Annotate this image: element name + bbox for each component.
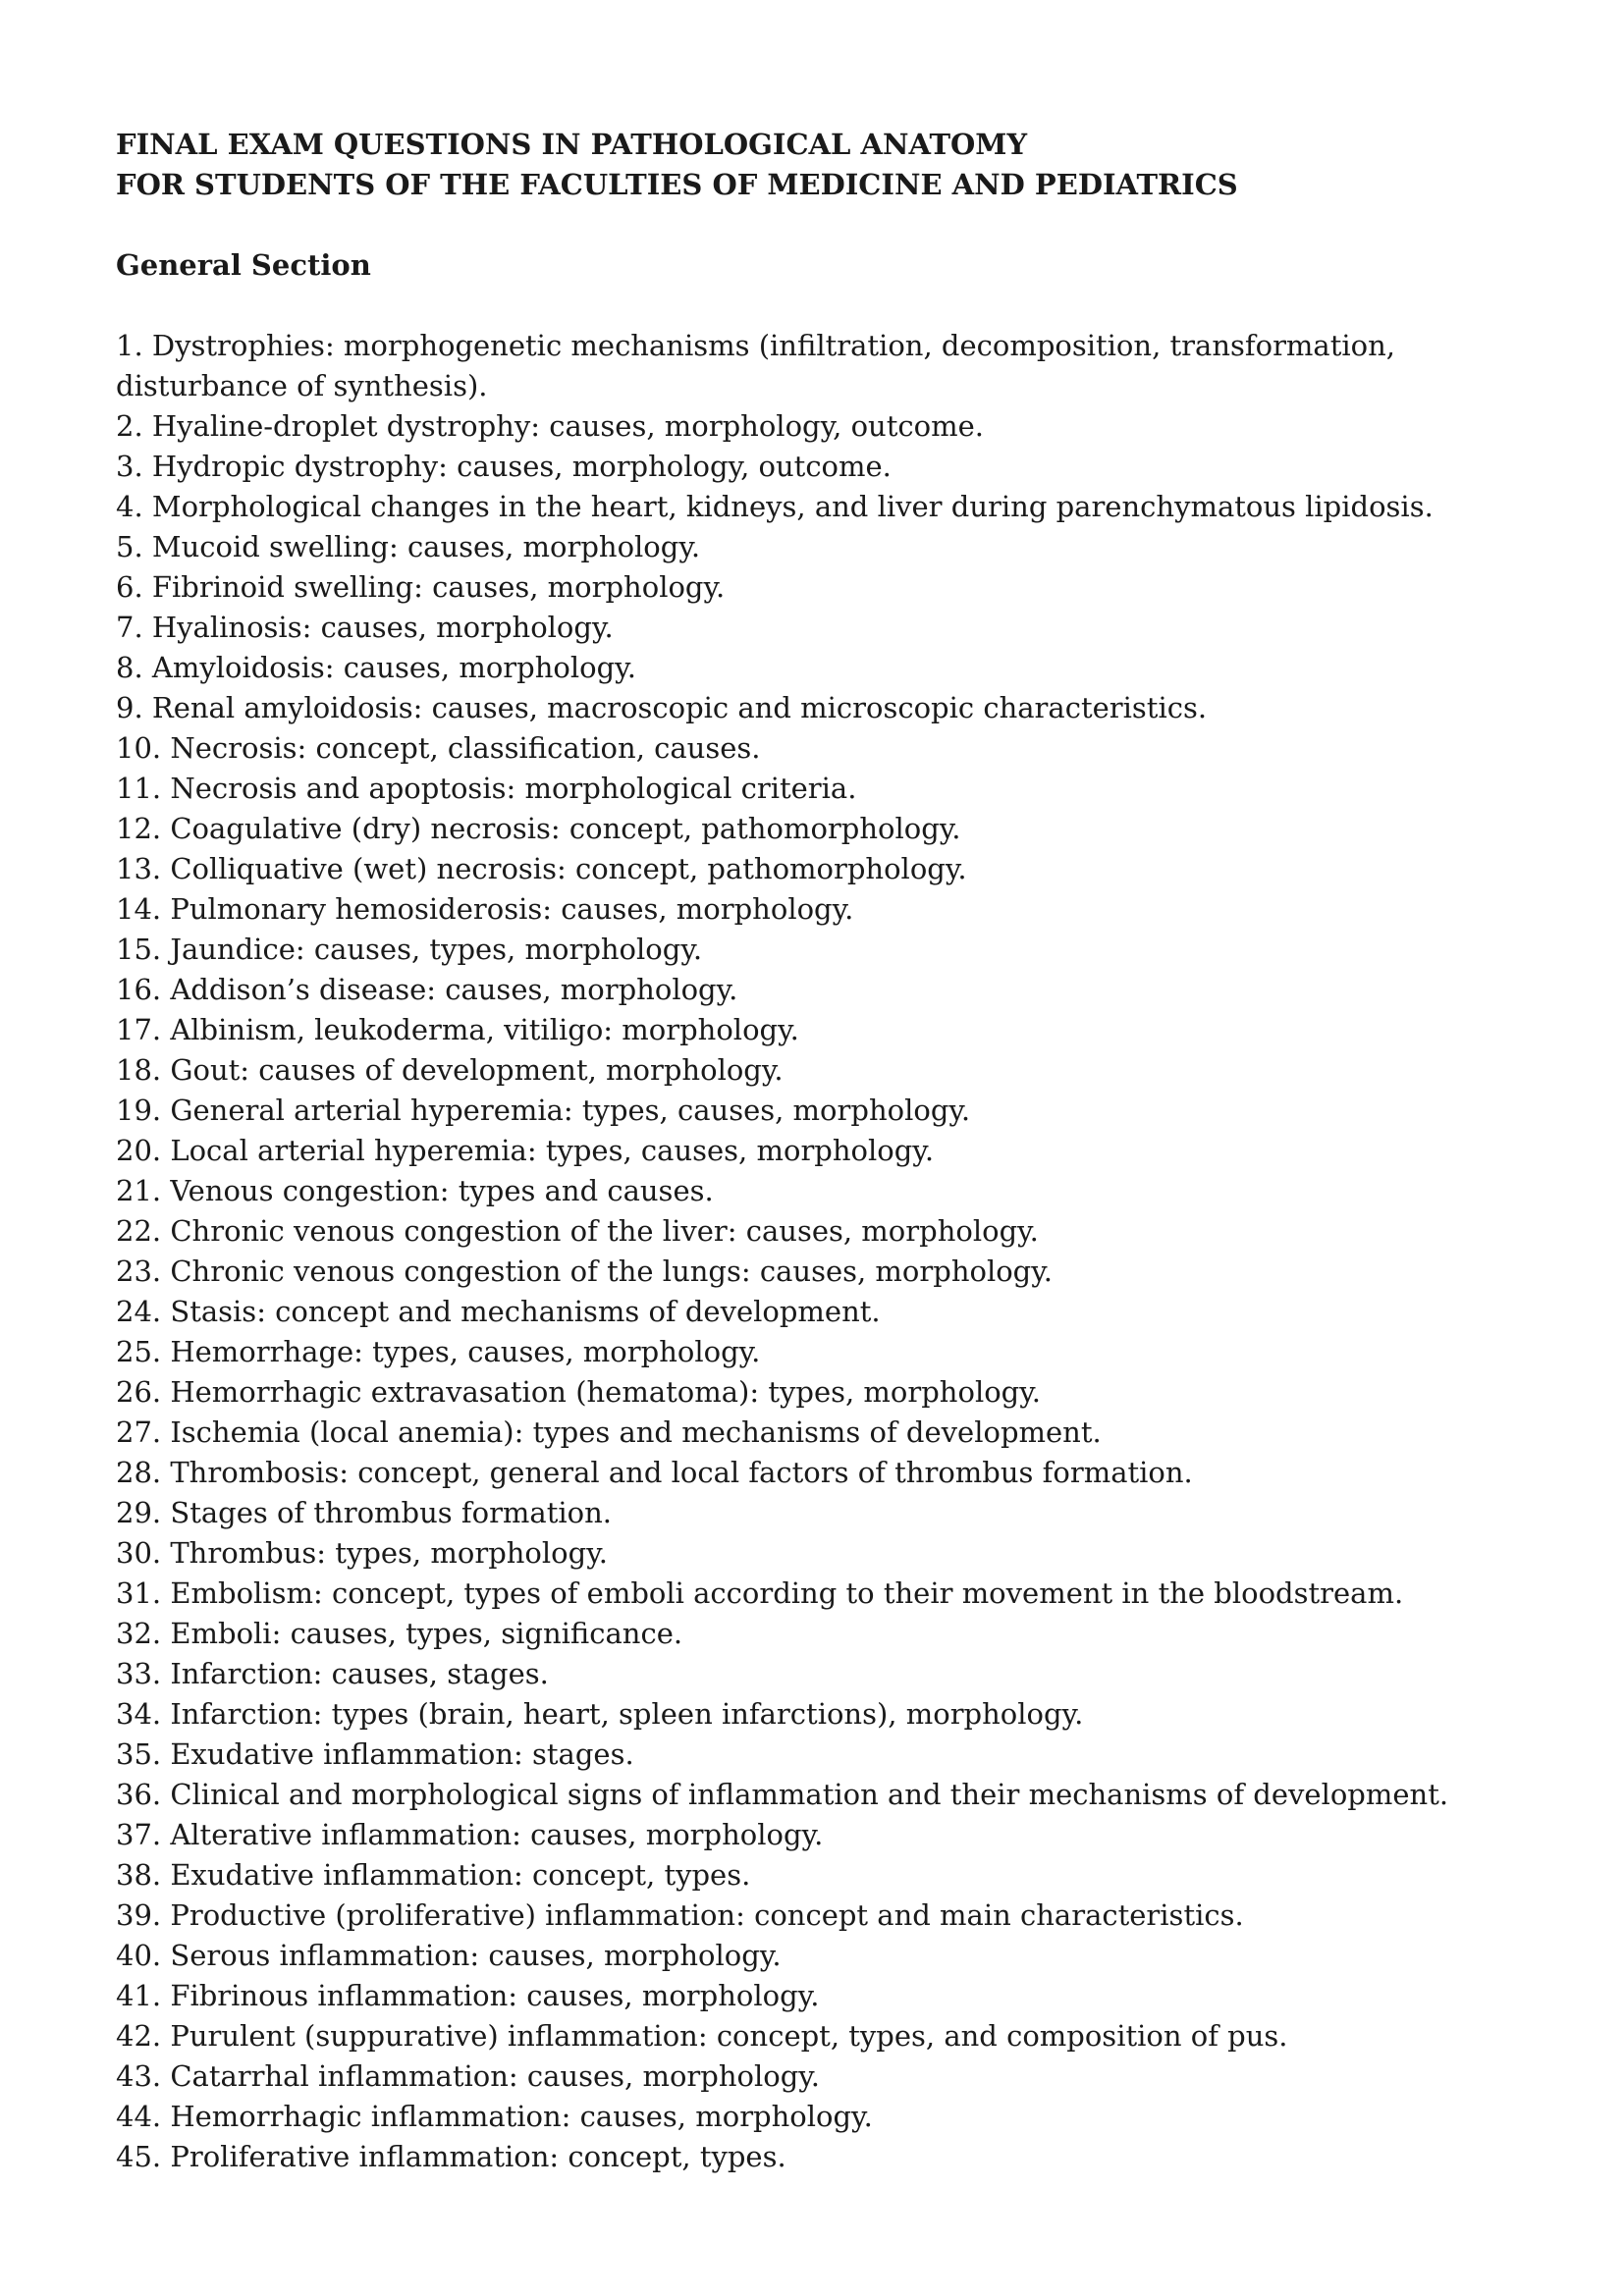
question-item: 39. Productive (proliferative) inflammation: concept and main characteristics. (116, 1898, 1244, 1932)
question-item: 43. Catarrhal inflammation: causes, morphology. (116, 2059, 821, 2093)
question-item: 24. Stasis: concept and mechanisms of development. (116, 1295, 881, 1328)
question-item: 18. Gout: causes of development, morphology. (116, 1053, 784, 1087)
question-item: 29. Stages of thrombus formation. (116, 1496, 613, 1529)
question-item: 15. Jaundice: causes, types, morphology. (116, 933, 703, 966)
question-item: 34. Infarction: types (brain, heart, spleen infarctions), morphology. (116, 1697, 1084, 1731)
question-item: 12. Coagulative (dry) necrosis: concept, pathomorphology. (116, 812, 961, 845)
section-heading: General Section (116, 248, 371, 282)
question-item: 30. Thrombus: types, morphology. (116, 1536, 608, 1570)
question-item: 37. Alterative inflammation: causes, morphology. (116, 1818, 824, 1851)
question-item: 1. Dystrophies: morphogenetic mechanisms (infiltration, decomposition, transformation, disturbance of synthesis). (116, 329, 1396, 402)
question-item: 5. Mucoid swelling: causes, morphology. (116, 530, 701, 563)
question-item: 35. Exudative inflammation: stages. (116, 1737, 634, 1771)
question-item: 16. Addison’s disease: causes, morphology. (116, 973, 738, 1006)
question-list (116, 326, 1530, 2177)
question-item: 22. Chronic venous congestion of the liver: causes, morphology. (116, 1214, 1039, 1248)
question-item: 7. Hyalinosis: causes, morphology. (116, 611, 614, 644)
question-item: 41. Fibrinous inflammation: causes, morphology. (116, 1979, 820, 2012)
question-item: 33. Infarction: causes, stages. (116, 1657, 549, 1690)
question-item: 13. Colliquative (wet) necrosis: concept, pathomorphology. (116, 852, 967, 885)
document-title-line-1: FINAL EXAM QUESTIONS IN PATHOLOGICAL ANATOMY (116, 128, 1028, 161)
question-item: 31. Embolism: concept, types of emboli according to their movement in the bloodstream. (116, 1576, 1404, 1610)
question-item: 4. Morphological changes in the heart, kidneys, and liver during parenchymatous lipidosis. (116, 490, 1434, 523)
question-item: 42. Purulent (suppurative) inflammation: concept, types, and composition of pus. (116, 2019, 1288, 2053)
question-item: 9. Renal amyloidosis: causes, macroscopic and microscopic characteristics. (116, 691, 1208, 724)
question-item: 2. Hyaline-droplet dystrophy: causes, morphology, outcome. (116, 409, 984, 443)
question-item: 28. Thrombosis: concept, general and local factors of thrombus formation. (116, 1456, 1193, 1489)
question-item: 36. Clinical and morphological signs of inflammation and their mechanisms of development. (116, 1778, 1449, 1811)
question-item: 45. Proliferative inflammation: concept, types. (116, 2140, 786, 2173)
question-item: 20. Local arterial hyperemia: types, causes, morphology. (116, 1134, 935, 1167)
document-title-line-2: FOR STUDENTS OF THE FACULTIES OF MEDICINE AND PEDIATRICS (116, 168, 1238, 201)
question-item: 40. Serous inflammation: causes, morphology. (116, 1939, 782, 1972)
question-item: 21. Venous congestion: types and causes. (116, 1174, 714, 1207)
document-page (116, 125, 1530, 2177)
question-item: 17. Albinism, leukoderma, vitiligo: morphology. (116, 1013, 799, 1046)
question-item: 6. Fibrinoid swelling: causes, morphology. (116, 570, 726, 604)
question-item: 25. Hemorrhage: types, causes, morphology. (116, 1335, 761, 1368)
question-item: 14. Pulmonary hemosiderosis: causes, morphology. (116, 892, 854, 926)
question-item: 10. Necrosis: concept, classification, causes. (116, 731, 761, 765)
question-item: 23. Chronic venous congestion of the lungs: causes, morphology. (116, 1255, 1053, 1288)
question-item: 32. Emboli: causes, types, significance. (116, 1617, 683, 1650)
question-item: 19. General arterial hyperemia: types, causes, morphology. (116, 1094, 971, 1127)
question-item: 38. Exudative inflammation: concept, types. (116, 1858, 751, 1892)
question-item: 27. Ischemia (local anemia): types and mechanisms of development. (116, 1415, 1102, 1449)
question-item: 26. Hemorrhagic extravasation (hematoma): types, morphology. (116, 1375, 1041, 1409)
question-item: 8. Amyloidosis: causes, morphology. (116, 651, 636, 684)
question-item: 11. Necrosis and apoptosis: morphological criteria. (116, 772, 857, 805)
question-item: 3. Hydropic dystrophy: causes, morphology, outcome. (116, 450, 892, 483)
question-item: 44. Hemorrhagic inflammation: causes, morphology. (116, 2100, 873, 2133)
